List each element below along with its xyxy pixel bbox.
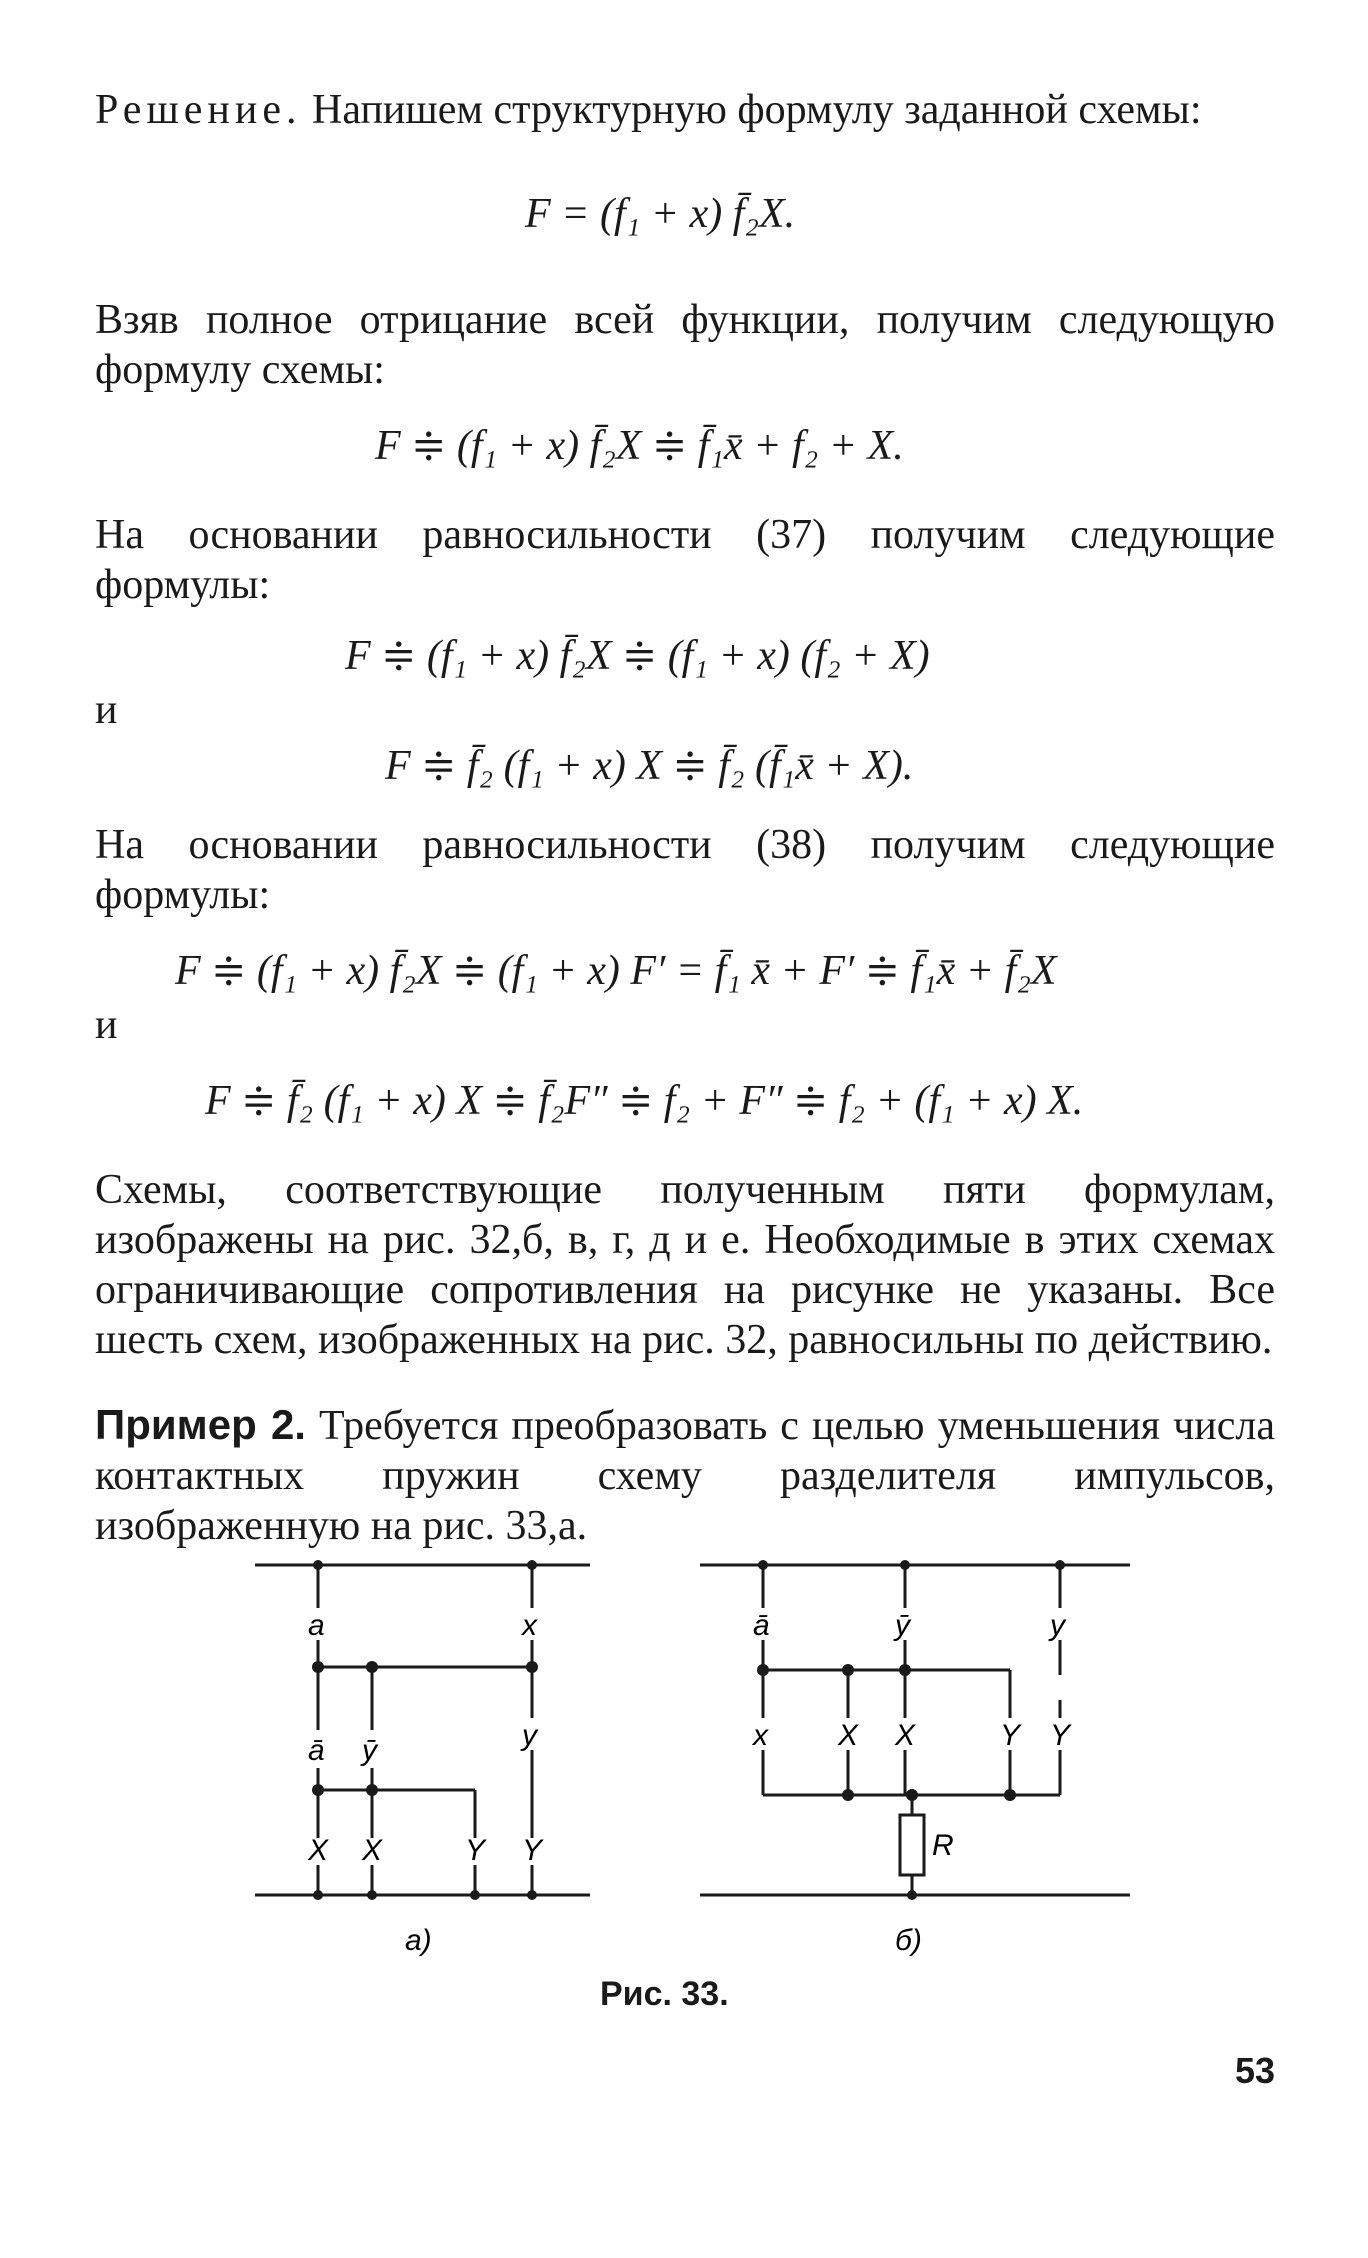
example-text: Требуется преобразовать с целью уменьшения числа контактных пружин схему разделителя импульсов, изображенную на рис. 33,а.	[95, 1403, 1275, 1549]
figure-caption: Рис. 33.	[600, 1975, 729, 2013]
figure-b-label: б)	[895, 1924, 922, 1957]
contact-label: X	[895, 1719, 916, 1752]
figure-a-label: а)	[405, 1924, 432, 1957]
formula-5: F ≑ (f₁ + x) f̄₂X ≑ (f₁ + x) F′ = f̄₁ x̄ + F′ ≑ f̄₁x̄ + f̄₂X	[175, 948, 1057, 994]
contact-label: Y	[465, 1834, 486, 1867]
contact-label: x	[522, 1609, 537, 1642]
paragraph-equivalence-37: На основании равносильности (37) получим следующие формулы:	[95, 512, 1275, 608]
paragraph-schemes: Схемы, соответствующие полученным пяти формулам, изображены на рис. 32,б, в, г, д и е. Необходимые в этих схемах ограничивающие сопротивления на рисунке не указаны. Все шесть схем, изображенных на рис. 32, равносильны по действию.	[95, 1167, 1275, 1363]
contact-label: X	[308, 1834, 329, 1867]
contact-label: Y	[1050, 1719, 1071, 1752]
page-number: 53	[1235, 2050, 1276, 2091]
example-paragraph	[95, 1400, 1275, 1551]
formula-2: F ≑ (f₁ + x) f̄₂X ≑ f̄₁x̄ + f₂ + X.	[375, 423, 904, 469]
conjunction-and-2: и	[95, 1002, 118, 1048]
solution-lead: Решение.	[95, 87, 302, 133]
contact-label: x	[753, 1719, 768, 1752]
contact-label: ā	[308, 1734, 325, 1767]
contact-label: a	[308, 1609, 325, 1642]
contact-label: ȳ	[895, 1609, 910, 1642]
contact-label: ȳ	[362, 1734, 377, 1767]
formula-6: F ≑ f̄₂ (f₁ + x) X ≑ f̄₂F″ ≑ f₂ + F″ ≑ f₂ + (f₁ + x) X.	[205, 1078, 1084, 1124]
formula-1: F = (f₁ + x) f̄₂X.	[525, 191, 796, 237]
solution-paragraph	[95, 85, 1275, 135]
contact-label: Y	[1000, 1719, 1021, 1752]
paragraph-equivalence-38: На основании равносильности (38) получим следующие формулы:	[95, 822, 1275, 918]
conjunction-and-1: и	[95, 687, 118, 733]
formula-4: F ≑ f̄₂ (f₁ + x) X ≑ f̄₂ (f̄₁x̄ + X).	[385, 743, 914, 789]
paragraph-negation: Взяв полное отрицание всей функции, получим следующую формулу схемы:	[95, 297, 1275, 393]
contact-label: y	[522, 1719, 537, 1752]
contact-label: y	[1050, 1609, 1065, 1642]
contact-label: ā	[753, 1609, 770, 1642]
formula-3: F ≑ (f₁ + x) f̄₂X ≑ (f₁ + x) (f₂ + X)	[345, 633, 930, 679]
contact-label: Y	[522, 1834, 543, 1867]
solution-text: Напишем структурную формулу заданной схемы:	[312, 87, 1202, 133]
figure-33	[0, 1540, 1368, 1960]
resistor-label: R	[932, 1829, 954, 1862]
contact-label: X	[838, 1719, 859, 1752]
contact-label: X	[362, 1834, 383, 1867]
example-lead: Пример 2.	[95, 1401, 306, 1448]
